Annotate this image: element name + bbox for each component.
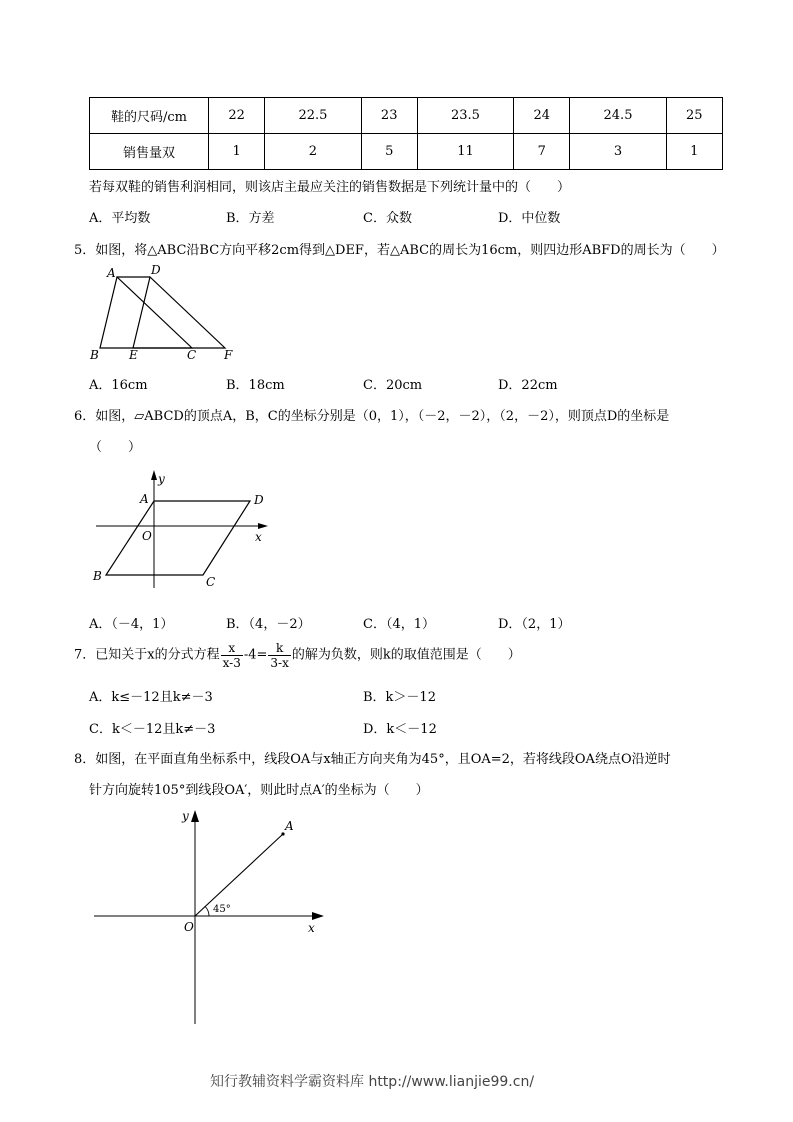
label-x: x [308, 921, 315, 935]
triangle-abc [100, 277, 192, 348]
q4-option-c: C．众数 [363, 211, 412, 226]
x-axis-arrow [312, 912, 324, 920]
q4-option-a: A．平均数 [89, 211, 151, 226]
label-d: D [151, 263, 161, 277]
q5-diagram [85, 262, 245, 362]
table-cell: 23.5 [417, 98, 513, 134]
table-cell: 销售量双 [90, 134, 209, 170]
q8-stem: 8．如图，在平面直角坐标系中，线段OA与x轴正方向夹角为45°，且OA=2，若将线段OA绕点O沿逆时 [74, 752, 671, 767]
label-c: C [206, 575, 216, 589]
fraction-1-numerator: x [221, 641, 243, 656]
q6-stem: 6．如图，▱ABCD的顶点A，B，C的坐标分别是（0，1），（－2，－2），（2，－2），则顶点D的坐标是 [74, 409, 670, 424]
label-o: O [142, 529, 152, 543]
table-cell: 24 [514, 98, 570, 134]
fraction-2-numerator: k [268, 641, 290, 656]
q7-option-a: A．k≤－12且k≠－3 [89, 690, 213, 705]
table-cell: 2 [265, 134, 361, 170]
label-a: A [107, 266, 116, 280]
q6-option-d: D．（2，1） [498, 617, 571, 632]
label-d: D [254, 493, 264, 507]
label-a: A [285, 819, 294, 833]
q6-diagram [88, 468, 278, 593]
q5-option-d: D．22cm [498, 378, 558, 393]
q6-option-a: A．（－4，1） [89, 617, 174, 632]
table-cell: 1 [209, 134, 265, 170]
angle-arc [205, 907, 209, 917]
q4-option-b: B．方差 [226, 211, 275, 226]
label-x: x [255, 530, 262, 544]
footer-watermark: 知行教辅资料学霸资料库 http://www.lianjie99.cn/ [210, 1074, 535, 1090]
q5-option-c: C．20cm [363, 378, 423, 393]
table-cell: 鞋的尺码/cm [90, 98, 209, 134]
q6-option-b: B．（4，－2） [226, 617, 311, 632]
q6-option-c: C．（4，1） [363, 617, 435, 632]
q7-option-b: B．k＞－12 [363, 690, 436, 705]
q7-stem [74, 641, 521, 670]
label-a: A [140, 492, 149, 506]
label-o: O [184, 920, 194, 934]
fraction-2 [268, 641, 290, 670]
label-f: F [224, 348, 233, 362]
table-cell: 1 [666, 134, 722, 170]
segment-oa [195, 834, 283, 916]
label-y: y [182, 809, 189, 823]
table-cell: 11 [417, 134, 513, 170]
q8-stem-line2: 针方向旋转105°到线段OA′，则此时点A′的坐标为（ ） [89, 783, 429, 798]
table-row [90, 98, 723, 134]
x-axis-arrow [258, 523, 268, 529]
table-cell: 24.5 [570, 98, 666, 134]
q4-stem: 若每双鞋的销售利润相同，则该店主最应关注的销售数据是下列统计量中的（ ） [89, 180, 571, 195]
q5-option-b: B．18cm [226, 378, 285, 393]
y-axis-arrow [191, 810, 199, 822]
label-y: y [158, 472, 165, 486]
table-row [90, 134, 723, 170]
y-axis-arrow [151, 470, 157, 480]
parallelogram-abcd [106, 501, 250, 575]
table-cell: 7 [514, 134, 570, 170]
table-cell: 22.5 [265, 98, 361, 134]
q8-diagram [90, 806, 330, 1028]
q7-stem-pre: 7．已知关于x的分式方程 [74, 647, 220, 663]
table-cell: 25 [666, 98, 722, 134]
label-b: B [93, 569, 102, 583]
triangle-def [133, 277, 225, 348]
q7-stem-mid: -4= [243, 647, 268, 663]
label-b: B [90, 348, 99, 362]
table-cell: 23 [361, 98, 417, 134]
q4-option-d: D．中位数 [498, 211, 561, 226]
q5-option-a: A．16cm [89, 378, 148, 393]
fraction-2-denominator: 3-x [270, 656, 289, 670]
label-c: C [187, 348, 197, 362]
table-cell: 5 [361, 134, 417, 170]
shoe-size-table [89, 97, 723, 170]
fraction-1-denominator: x-3 [222, 656, 241, 670]
q6-stem-paren: （ ） [89, 440, 142, 455]
label-e: E [129, 348, 138, 362]
fraction-1 [221, 641, 243, 670]
q7-stem-post: 的解为负数，则k的取值范围是（ ） [291, 647, 521, 663]
q7-option-d: D．k＜－12 [363, 722, 437, 737]
q5-stem: 5．如图，将△ABC沿BC方向平移2cm得到△DEF，若△ABC的周长为16cm，则四边形ABFD的周长为（ ） [74, 243, 725, 258]
table-cell: 3 [570, 134, 666, 170]
angle-label: 45° [213, 904, 231, 915]
table-cell: 22 [209, 98, 265, 134]
q7-option-c: C．k＜－12且k≠－3 [89, 722, 216, 737]
